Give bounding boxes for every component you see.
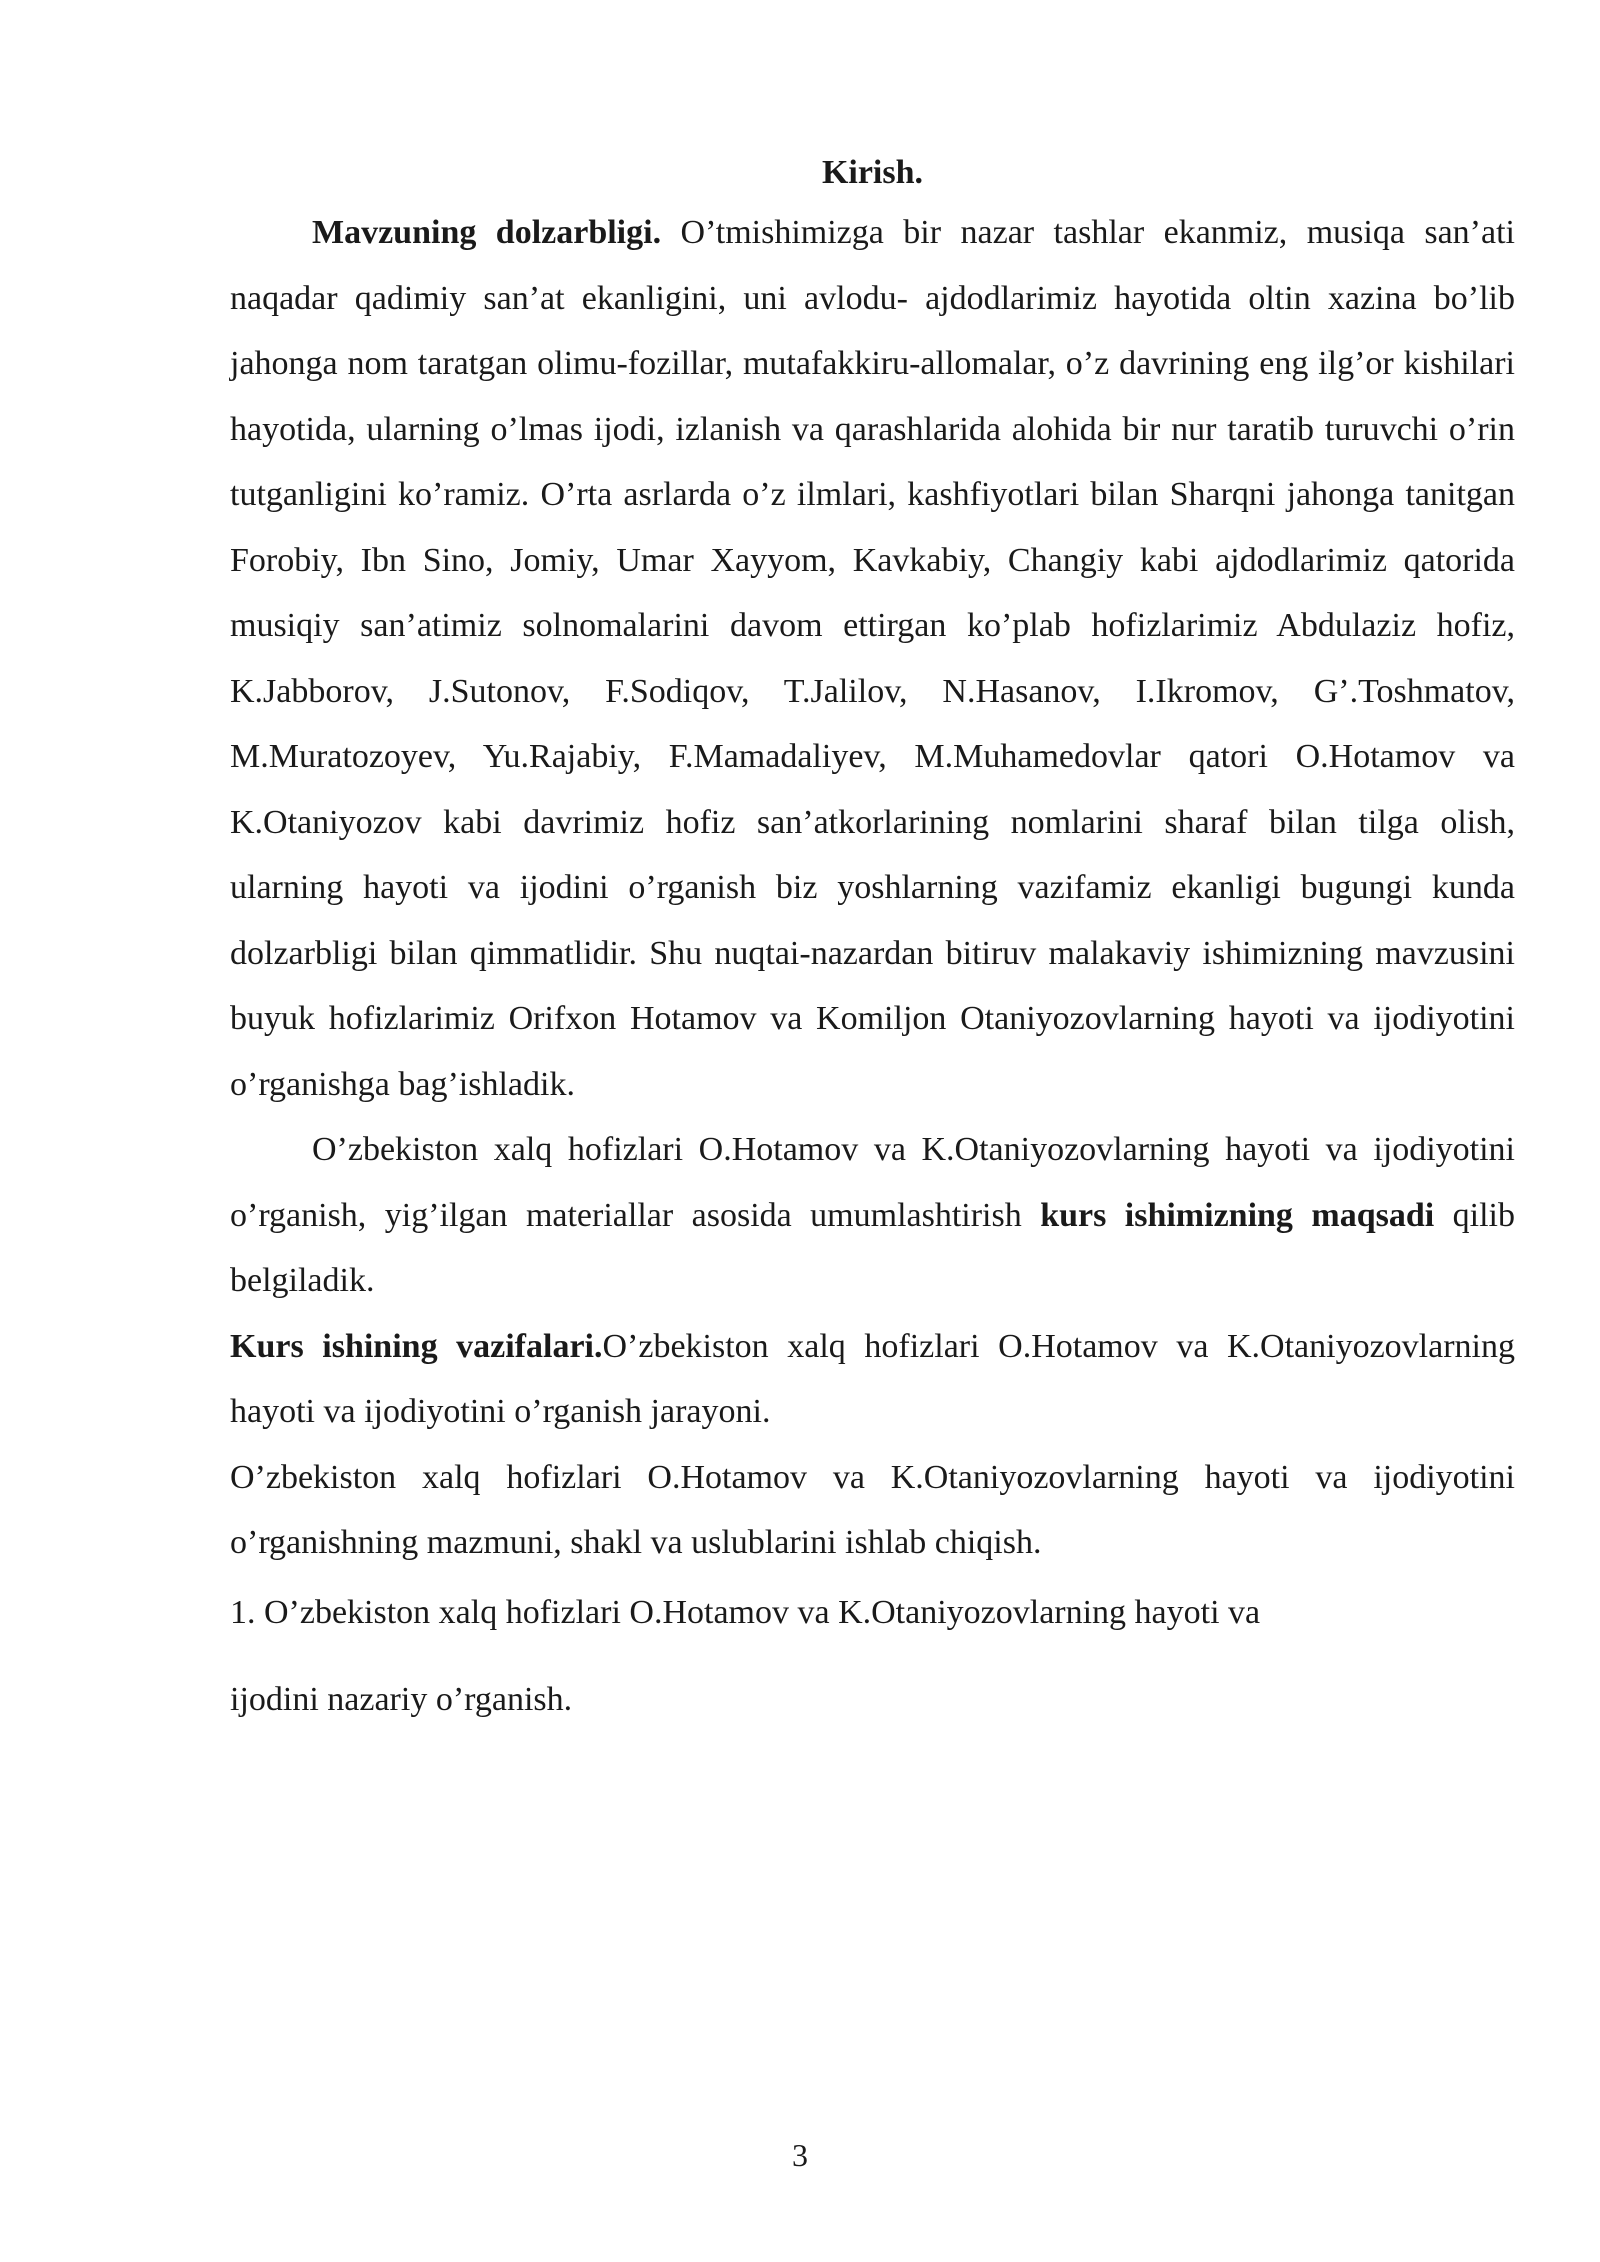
goal-bold: kurs ishimizning maqsadi [1040,1196,1435,1234]
goal-text-after: qilib belgiladik. [230,1196,1515,1299]
relevance-paragraph [230,200,1515,1117]
relevance-heading: Mavzuning dolzarbligi. [312,214,662,251]
list-item-1-continuation: ijodini nazariy o’rganish. [230,1681,573,1718]
list-item-number: 1. [230,1593,256,1631]
tasks-paragraph [230,1314,1515,1445]
list-item-line1: O’zbekiston xalq hofizlari O.Hotamov va K.Otaniyozovlarning hayoti va [264,1593,1261,1631]
goal-text-before: O’zbekiston xalq hofizlari O.Hotamov va K.Otaniyozovlarning hayoti va ijodiyotini o’rganish, yig’ilgan materiallar asosida umumlashtirish [230,1131,1515,1234]
document-title: Kirish. [821,154,924,191]
tasks-heading: Kurs ishining vazifalari. [230,1327,603,1365]
paragraph-4: O’zbekiston xalq hofizlari O.Hotamov va K.Otaniyozovlarning hayoti va ijodiyotini o’rganishning mazmuni, shakl va uslublarini ishlab chiqish. [230,1458,1515,1561]
relevance-text: O’tmishimizga bir nazar tashlar ekanmiz, musiqa san’ati naqadar qadimiy san’at ekanligini, uni avlodu- ajdodlarimiz hayotida oltin xazina bo’lib jahonga nom taratgan olimu-fozillar, mutafakkiru-allomalar, o’z davrining eng ilg’or kishilari hayotida, ularning o’lmas ijodi, izlanish va qarashlarida alohida bir nur taratib turuvchi o’rin tutganligini ko’ramiz. O’rta asrlarda o’z ilmlari, kashfiyotlari bilan Sharqni jahonga tanitgan Forobiy, Ibn Sino, Jomiy, Umar Xayyom, Kavkabiy, Changiy kabi ajdodlarimiz qatorida musiqiy san’atimiz solnomalarini davom ettirgan ko’plab hofizlarimiz Abdulaziz hofiz, K.Jabborov, J.Sutonov, F.Sodiqov, T.Jalilov, N.Hasanov, I.Ikromov, G’.Toshmatov, M.Muratozoyev, Yu.Rajabiy, F.Mamadaliyev, M.Muhamedovlar qatori O.Hotamov va K.Otaniyozov kabi davrimiz hofiz san’atkorlarining nomlarini sharaf bilan tilga olish, ularning hayoti va ijodini o’rganish biz yoshlarning vazifamiz ekanligi bugungi kunda dolzarbligi bilan qimmatlidir. Shu nuqtai-nazardan bitiruv malakaviy ishimizning mavzusini buyuk hofizlarimiz Orifxon Hotamov va Komiljon Otaniyozovlarning hayoti va ijodiyotini o’rganishga bag’ishladik. [230,214,1515,1103]
tasks-text: O’zbekiston xalq hofizlari O.Hotamov va K.Otaniyozovlarning hayoti va ijodiyotini o’rganish jarayoni. [230,1327,1515,1430]
list-item-1 [230,1580,1515,1646]
goal-paragraph [230,1117,1515,1314]
document-page [230,150,1515,1733]
page-number: 3 [792,2137,808,2173]
